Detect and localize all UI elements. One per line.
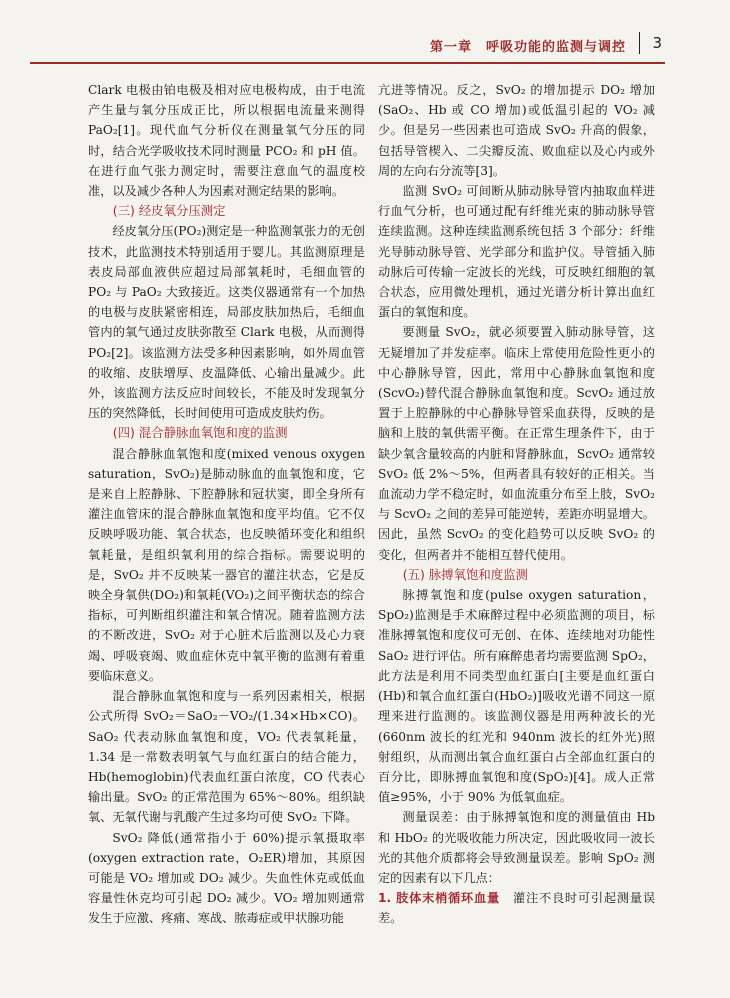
page-number: 3 xyxy=(652,34,662,52)
left-column xyxy=(88,80,365,929)
list-item-title: 1. 肢体末梢循环血量 xyxy=(378,891,501,906)
paragraph: 混合静脉血氧饱和度与一系列因素相关，根据公式所得 SvO₂＝SaO₂－VO₂/(1.34×Hb×CO)。SaO₂ 代表动脉血氧饱和度，VO₂ 代表氧耗量，1.34 是一常数表明氧气与血红蛋白的结合能力，Hb(hemoglobin)代表血红蛋白浓度，CO 代表心输出量。SvO₂ 的正常范围为 65%～80%。组织缺氧、无氧代谢与乳酸产生过多均可使 SvO₂ 下降。 xyxy=(88,689,365,825)
section-heading-transcutaneous: (三) 经皮氧分压测定 xyxy=(112,203,226,219)
paragraph: 经皮氧分压(PO₂)测定是一种监测氧张力的无创技术，此监测技术特别适用于婴儿。其监测原理是表皮局部血液供应超过局部氧耗时，毛细血管的 PO₂ 与 PaO₂ 大致接近。这类仪器通常有一个加热的电极与皮肤紧密相连，局部皮肤加热后，毛细血管内的氧气通过皮肤弥散至 Clark 电极，从而测得 PO₂[2]。该监测方法受多种因素影响，如外周血管的收缩、皮肤增厚、皮温降低、心输出量减少。此外，该监测方法反应时间较长，不能及时发现氧分压的突然降低，长时间使用可造成皮肤灼伤。 xyxy=(88,224,365,421)
right-column xyxy=(378,80,655,929)
paragraph: Clark 电极由铂电极及相对应电极构成，由于电流产生量与氧分压成正比，所以根据电流量来测得 PaO₂[1]。现代血气分析仪在测量氧气分压的同时，结合光学吸收技术同时测量 PCO₂ 和 pH 值。在进行血气张力测定时，需要注意血气的温度校准，以及减少各种人为因素对测定结果的影响。 xyxy=(88,83,365,199)
header-rule xyxy=(30,62,665,64)
header-divider xyxy=(639,32,641,54)
paragraph: 要测量 SvO₂，就必须要置入肺动脉导管，这无疑增加了并发症率。临床上常使用危险性更小的中心静脉导管，因此，常用中心静脉血氧饱和度(ScvO₂)替代混合静脉血氧饱和度。ScvO₂ 通过放置于上腔静脉的中心静脉导管采血获得，反映的是脑和上肢的氧供需平衡。在正常生理条件下，由于缺少氧含量较高的内脏和肾静脉血，ScvO₂ 通常较 SvO₂ 低 2%～5%，但两者具有较好的正相关。当血流动力学不稳定时，如血流重分布至上肢，SvO₂ 与 ScvO₂ 之间的差异可能逆转，差距亦明显增大。因此，虽然 ScvO₂ 的变化趋势可以反映 SvO₂ 的变化，但两者并不能相互替代使用。 xyxy=(378,325,655,562)
paragraph: 测量误差：由于脉搏氧饱和度的测量值由 Hb 和 HbO₂ 的光吸收能力所决定，因此吸收同一波长光的其他介质都将会导致测量误差。影响 SpO₂ 测定的因素有以下几点： xyxy=(378,810,655,885)
paragraph: 混合静脉血氧饱和度(mixed venous oxygen saturation，SvO₂)是肺动脉血的血氧饱和度，它是来自上腔静脉、下腔静脉和冠状窦，即全身所有灌注血管床的混合静脉血氧饱和度平均值。它不仅反映呼吸功能、氧合状态，也反映循环变化和组织氧耗量，是组织氧利用的综合指标。需要说明的是，SvO₂ 并不反映某一器官的灌注状态，它是反映全身氧供(DO₂)和氧耗(VO₂)之间平衡状态的综合指标，可判断组织灌注和氧合情况。随着监测方法的不断改进，SvO₂ 对于心脏术后监测以及心力衰竭、呼吸衰竭、败血症休克中氧平衡的监测有着重要临床意义。 xyxy=(88,446,365,683)
list-item-text: 灌注不良时可引起测量误差。 xyxy=(378,891,656,926)
paragraph: 监测 SvO₂ 可间断从肺动脉导管内抽取血样进行血气分析，也可通过配有纤维光束的肺动脉导管连续监测。这种连续监测系统包括 3 个部分：纤维光导肺动脉导管、光学部分和监护仪。导管插入肺动脉后可传输一定波长的光线，可反映红细胞的氧合状态，应用微处理机，通过光谱分析计算出血红蛋白的氧饱和度。 xyxy=(378,184,655,320)
paragraph: 脉搏氧饱和度(pulse oxygen saturation，SpO₂)监测是手术麻醉过程中必须监测的项目，标准脉搏氧饱和度仪可无创、在体、连续地对功能性 SaO₂ 进行评估。所有麻醉患者均需要监测 SpO₂，此方法是利用不同类型血红蛋白[主要是血红蛋白(Hb)和氧合血红蛋白(HbO₂)]吸收光谱不同这一原理来进行监测的。该监测仪器是用两种波长的光(660nm 波长的红光和 940nm 波长的红外光)照射组织，从而测出氧合血红蛋白占全部血红蛋白的百分比，即脉搏血氧饱和度(SpO₂)[4]。成人正常值≥95%，小于 90% 为低氧血症。 xyxy=(378,588,655,805)
section-heading-svo2: (四) 混合静脉血氧饱和度的监测 xyxy=(112,425,288,441)
paragraph: 亢进等情况。反之，SvO₂ 的增加提示 DO₂ 增加(SaO₂、Hb 或 CO 增加)或低温引起的 VO₂ 减少。但是另一些因素也可造成 SvO₂ 升高的假象，包括导管楔入、二尖瓣反流、败血症以及心内或外周的左向右分流等[3]。 xyxy=(378,83,655,178)
section-heading-spo2: (五) 脉搏氧饱和度监测 xyxy=(402,566,528,582)
chapter-title: 第一章 呼吸功能的监测与调控 xyxy=(429,40,626,55)
paragraph: SvO₂ 降低(通常指小于 60%)提示氧摄取率(oxygen extraction rate，O₂ER)增加，其原因可能是 VO₂ 增加或 DO₂ 减少。失血性休克或低血容量性休克均可引起 DO₂ 减少。VO₂ 增加则通常发生于应激、疼痛、寒战、脓毒症或甲状腺功能 xyxy=(88,830,365,926)
running-header xyxy=(0,28,730,68)
